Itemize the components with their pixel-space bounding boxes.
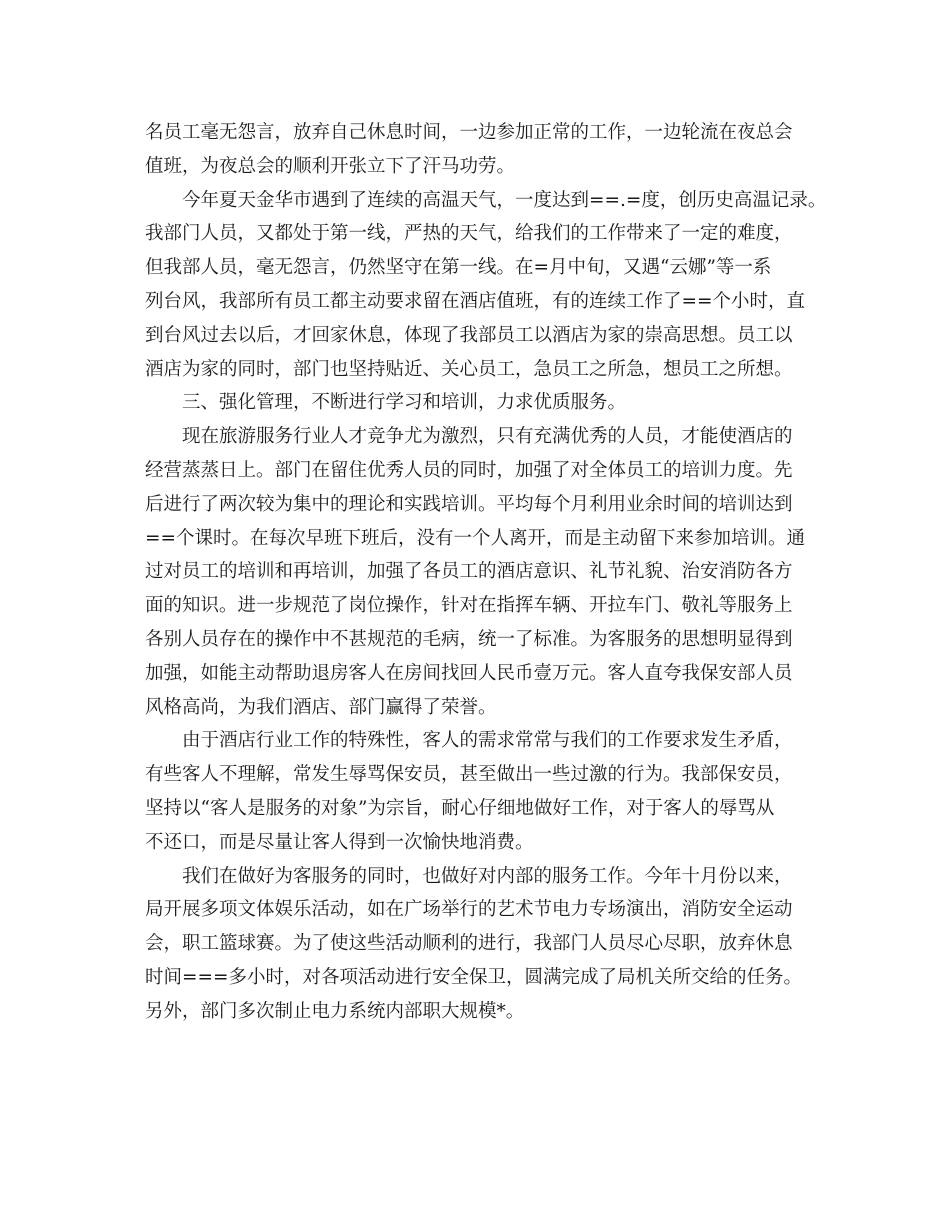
text-line: 加强，如能主动帮助退房客人在房间找回人民币壹万元。客人直夸我保安部人员	[145, 662, 793, 684]
text-line: 经营蒸蒸日上。部门在留住优秀人员的同时，加强了对全体员工的培训力度。先	[145, 459, 793, 481]
text-line: 我部门人员，又都处于第一线，严热的天气，给我们的工作带来了一定的难度，	[145, 223, 793, 245]
text-line: 有些客人不理解，常发生辱骂保安员，甚至做出一些过激的行为。我部保安员，	[145, 764, 793, 786]
text-line: 过对员工的培训和再培训，加强了各员工的酒店意识、礼节礼貌、治安消防各方	[145, 561, 793, 583]
text-line: 但我部人员，毫无怨言，仍然坚守在第一线。在=月中旬，又遇“云娜”等一系	[145, 257, 772, 279]
text-line: 到台风过去以后，才回家休息，体现了我部员工以酒店为家的崇高思想。员工以	[145, 324, 793, 346]
text-line: 面的知识。进一步规范了岗位操作，针对在指挥车辆、开拉车门、敬礼等服务上	[145, 595, 793, 617]
text-line: 后进行了两次较为集中的理论和实践培训。平均每个月利用业余时间的培训达到	[145, 493, 793, 515]
text-line: 列台风，我部所有员工都主动要求留在酒店值班，有的连续工作了==个小时，直	[145, 290, 806, 312]
text-line: 名员工毫无怨言，放弃自己休息时间，一边参加正常的工作，一边轮流在夜总会	[145, 122, 793, 143]
text-line: 酒店为家的同时，部门也坚持贴近、关心员工，急员工之所急，想员工之所想。	[145, 358, 793, 380]
text-line: 另外，部门多次制止电力系统内部职大规模*。	[145, 1000, 525, 1022]
text-line: 不还口，而是尽量让客人得到一次愉快地消费。	[145, 831, 534, 853]
paragraph-first-line: 今年夏天金华市遇到了连续的高温天气，一度达到==.=度，创历史高温记录。	[182, 189, 827, 211]
text-line: 值班，为夜总会的顺利开张立下了汗马功劳。	[145, 155, 516, 177]
text-line: 坚持以“客人是服务的对象”为宗旨，耐心仔细地做好工作，对于客人的辱骂从	[145, 797, 775, 819]
text-line: 风格高尚，为我们酒店、部门赢得了荣誉。	[145, 696, 497, 718]
paragraph-first-line: 由于酒店行业工作的特殊性，客人的需求常常与我们的工作要求发生矛盾，	[182, 730, 793, 752]
text-line: 会，职工篮球赛。为了使这些活动顺利的进行，我部门人员尽心尽职，放弃休息	[145, 933, 793, 955]
paragraph-first-line: 我们在做好为客服务的同时，也做好对内部的服务工作。今年十月份以来，	[182, 865, 793, 887]
text-line: 时间===多小时，对各项活动进行安全保卫，圆满完成了局机关所交给的任务。	[145, 966, 803, 988]
section-heading: 三、强化管理，不断进行学习和培训，力求优质服务。	[182, 392, 627, 414]
text-line: 局开展多项文体娱乐活动，如在广场举行的艺术节电力专场演出，消防安全运动	[145, 899, 793, 921]
document-body	[145, 116, 827, 1029]
text-line: 各别人员存在的操作中不甚规范的毛病，统一了标准。为客服务的思想明显得到	[145, 628, 793, 650]
text-line: ==个课时。在每次早班下班后，没有一个人离开，而是主动留下来参加培训。通	[145, 527, 806, 549]
paragraph-first-line: 现在旅游服务行业人才竞争尤为激烈，只有充满优秀的人员，才能使酒店的	[182, 426, 793, 448]
